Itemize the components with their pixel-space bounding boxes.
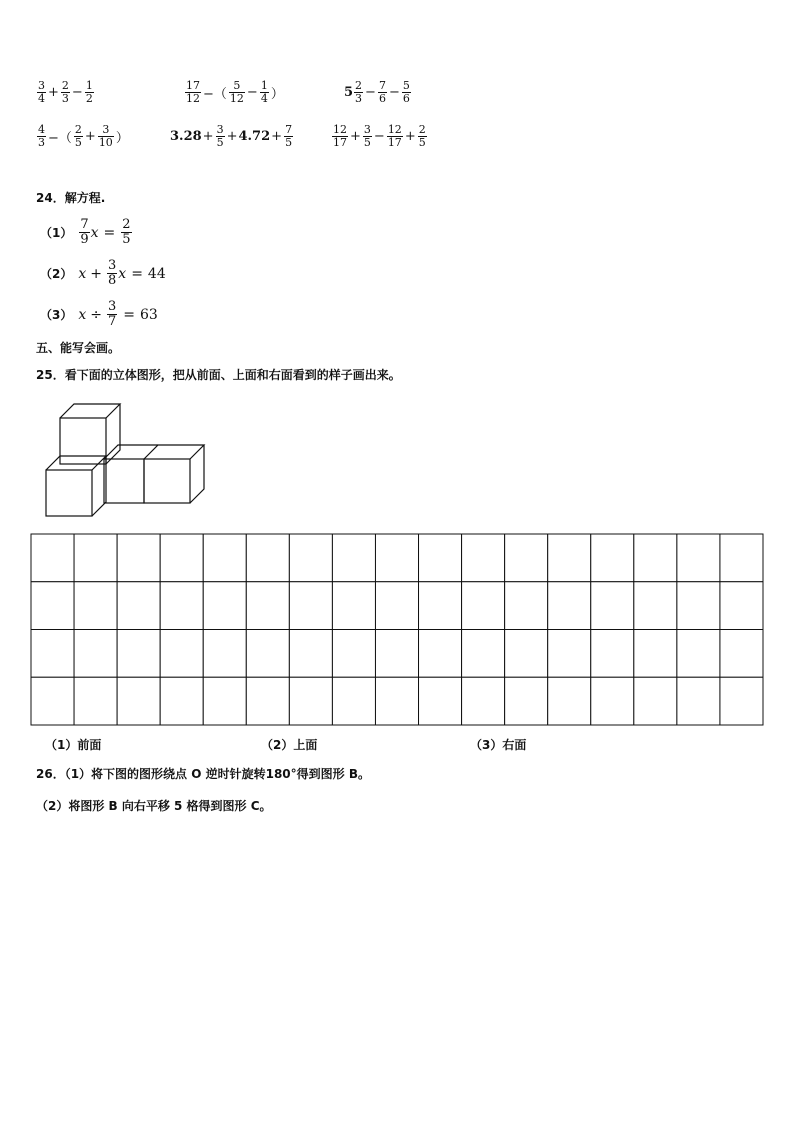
operator: +	[271, 129, 283, 144]
grid-cell[interactable]	[462, 630, 505, 678]
grid-cell[interactable]	[591, 582, 634, 630]
grid-cell[interactable]	[419, 677, 462, 725]
fraction: $\frac{1}{4}$	[260, 79, 268, 105]
grid-cell[interactable]	[720, 582, 763, 630]
grid-cell[interactable]	[375, 534, 418, 582]
expression-2	[184, 80, 285, 105]
grid-cell[interactable]	[677, 582, 720, 630]
caption-right: （3）右面	[470, 738, 527, 752]
expression-5	[170, 124, 294, 149]
grid-cell[interactable]	[246, 677, 289, 725]
question-26-line1: 26．（1）将下图的图形绕点 O 逆时针旋转180°得到图形 B。	[36, 767, 370, 781]
bottom-cube-left	[46, 456, 106, 516]
grid-cell[interactable]	[117, 630, 160, 678]
decimal-number: 3.28	[170, 129, 202, 144]
grid-cell[interactable]	[505, 677, 548, 725]
grid-cell[interactable]	[31, 630, 74, 678]
expression-6	[331, 124, 428, 149]
grid-cell[interactable]	[117, 677, 160, 725]
operator: +	[404, 129, 416, 144]
grid-cell[interactable]	[203, 630, 246, 678]
fraction: $\frac{12}{17}$	[387, 123, 402, 149]
fraction: $\frac{5}{6}$	[402, 79, 410, 105]
grid-cell[interactable]	[289, 630, 332, 678]
fraction: $\frac{3}{10}$	[98, 123, 113, 149]
expression-1	[36, 80, 95, 105]
fraction: $\frac{2}{5}$	[122, 217, 131, 247]
decimal-number: 4.72	[238, 129, 271, 144]
equation-rhs: 44	[147, 265, 166, 282]
grid-cell[interactable]	[289, 677, 332, 725]
grid-cell[interactable]	[505, 630, 548, 678]
bottom-cube-right	[144, 445, 204, 503]
question-25-title: 25．看下面的立体图形，把从前面、上面和右面看到的样子画出来。	[36, 368, 401, 382]
equation-3	[40, 300, 158, 329]
grid-cell[interactable]	[117, 582, 160, 630]
drawing-grid[interactable]	[30, 533, 764, 726]
operator: +	[48, 85, 59, 100]
grid-cell[interactable]	[246, 630, 289, 678]
operator: +	[90, 265, 102, 282]
grid-cell[interactable]	[720, 677, 763, 725]
expression-4	[36, 124, 130, 149]
fraction: $\frac{2}{5}$	[74, 123, 82, 149]
operator: ）	[115, 131, 129, 146]
grid-cell[interactable]	[548, 534, 591, 582]
section-5-title: 五、能写会画。	[36, 341, 121, 355]
grid-cell[interactable]	[332, 534, 375, 582]
fraction: $\frac{3}{8}$	[108, 258, 117, 288]
cube-stack-figure	[40, 398, 215, 523]
grid-cell[interactable]	[462, 582, 505, 630]
grid-cell[interactable]	[31, 534, 74, 582]
operator: +	[350, 129, 361, 144]
fraction: $\frac{2}{5}$	[418, 123, 426, 149]
grid-cell[interactable]	[74, 677, 117, 725]
operator: −	[388, 85, 400, 100]
equation-2	[40, 259, 166, 288]
variable: x	[78, 265, 87, 282]
grid-cell[interactable]	[246, 582, 289, 630]
equals-sign: =	[103, 224, 116, 241]
question-24-title: 24．解方程.	[36, 191, 106, 205]
grid-cell[interactable]	[375, 630, 418, 678]
grid-cell[interactable]	[548, 582, 591, 630]
grid-cell[interactable]	[289, 534, 332, 582]
grid-cell[interactable]	[74, 630, 117, 678]
equation-label: （1）	[40, 226, 73, 240]
fraction: $\frac{3}{5}$	[216, 123, 224, 149]
grid-cell[interactable]	[74, 582, 117, 630]
grid-cell[interactable]	[634, 630, 677, 678]
variable: x	[90, 224, 99, 241]
fraction: $\frac{7}{5}$	[285, 123, 293, 149]
grid-cell[interactable]	[332, 582, 375, 630]
fraction: $\frac{12}{17}$	[333, 123, 347, 149]
grid-cell[interactable]	[591, 677, 634, 725]
grid-cell[interactable]	[720, 630, 763, 678]
grid-cell[interactable]	[160, 630, 203, 678]
grid-cell[interactable]	[720, 534, 763, 582]
variable: x	[78, 306, 87, 323]
fraction: $\frac{2}{3}$	[355, 79, 363, 105]
whole-number: 5	[344, 85, 354, 100]
fraction: $\frac{3}{7}$	[108, 299, 117, 329]
equation-label: （3）	[40, 308, 73, 322]
grid-cell[interactable]	[462, 534, 505, 582]
grid-cell[interactable]	[160, 534, 203, 582]
grid-cell[interactable]	[160, 582, 203, 630]
operator: +	[226, 129, 238, 144]
caption-top: （2）上面	[261, 738, 318, 752]
fraction: $\frac{17}{12}$	[186, 79, 200, 105]
grid-cell[interactable]	[462, 677, 505, 725]
equation-1	[40, 218, 133, 247]
grid-cell[interactable]	[117, 534, 160, 582]
variable: x	[118, 265, 127, 282]
operator: +	[202, 129, 214, 144]
equation-label: （2）	[40, 267, 73, 281]
fraction: $\frac{1}{2}$	[85, 79, 93, 105]
operator: ）	[270, 87, 284, 102]
grid-cell[interactable]	[203, 534, 246, 582]
equation-rhs: 63	[140, 306, 158, 323]
equals-sign: =	[123, 306, 136, 323]
grid-cell[interactable]	[375, 582, 418, 630]
grid-cell[interactable]	[419, 630, 462, 678]
operator: +	[84, 129, 96, 144]
grid-cell[interactable]	[591, 534, 634, 582]
operator: −（	[48, 131, 72, 146]
top-cube	[60, 404, 120, 464]
fraction: $\frac{5}{12}$	[229, 79, 244, 105]
operator: −（	[203, 87, 227, 102]
question-26-line2: （2）将图形 B 向右平移 5 格得到图形 C。	[36, 799, 272, 813]
grid-cell[interactable]	[160, 677, 203, 725]
grid-cell[interactable]	[203, 582, 246, 630]
grid-cell[interactable]	[419, 534, 462, 582]
fraction: $\frac{2}{3}$	[61, 79, 69, 105]
operator: −	[373, 129, 385, 144]
fraction: $\frac{4}{3}$	[38, 123, 45, 149]
fraction: $\frac{7}{9}$	[80, 217, 89, 247]
equals-sign: =	[131, 265, 143, 282]
grid-cell[interactable]	[634, 534, 677, 582]
grid-cell[interactable]	[505, 534, 548, 582]
grid-cell[interactable]	[419, 582, 462, 630]
grid-cell[interactable]	[634, 582, 677, 630]
grid-cell[interactable]	[375, 677, 418, 725]
operator: ÷	[90, 306, 102, 323]
grid-cell[interactable]	[31, 677, 74, 725]
grid-cell[interactable]	[677, 677, 720, 725]
operator: −	[71, 85, 83, 100]
grid-cell[interactable]	[74, 534, 117, 582]
operator: −	[365, 85, 376, 100]
fraction: $\frac{3}{4}$	[38, 79, 45, 105]
caption-front: （1）前面	[45, 738, 102, 752]
grid-cell[interactable]	[246, 534, 289, 582]
grid-cell[interactable]	[31, 582, 74, 630]
grid-cell[interactable]	[289, 582, 332, 630]
grid-cell[interactable]	[332, 677, 375, 725]
grid-cell[interactable]	[548, 677, 591, 725]
grid-cell[interactable]	[677, 630, 720, 678]
fraction: $\frac{3}{5}$	[363, 123, 371, 149]
grid-cell[interactable]	[591, 630, 634, 678]
grid-cell[interactable]	[203, 677, 246, 725]
operator: −	[246, 85, 258, 100]
grid-cell[interactable]	[634, 677, 677, 725]
expression-3	[344, 80, 412, 105]
fraction: $\frac{7}{6}$	[378, 79, 386, 105]
grid-cell[interactable]	[505, 582, 548, 630]
grid-cell[interactable]	[677, 534, 720, 582]
grid-cell[interactable]	[332, 630, 375, 678]
grid-cell[interactable]	[548, 630, 591, 678]
